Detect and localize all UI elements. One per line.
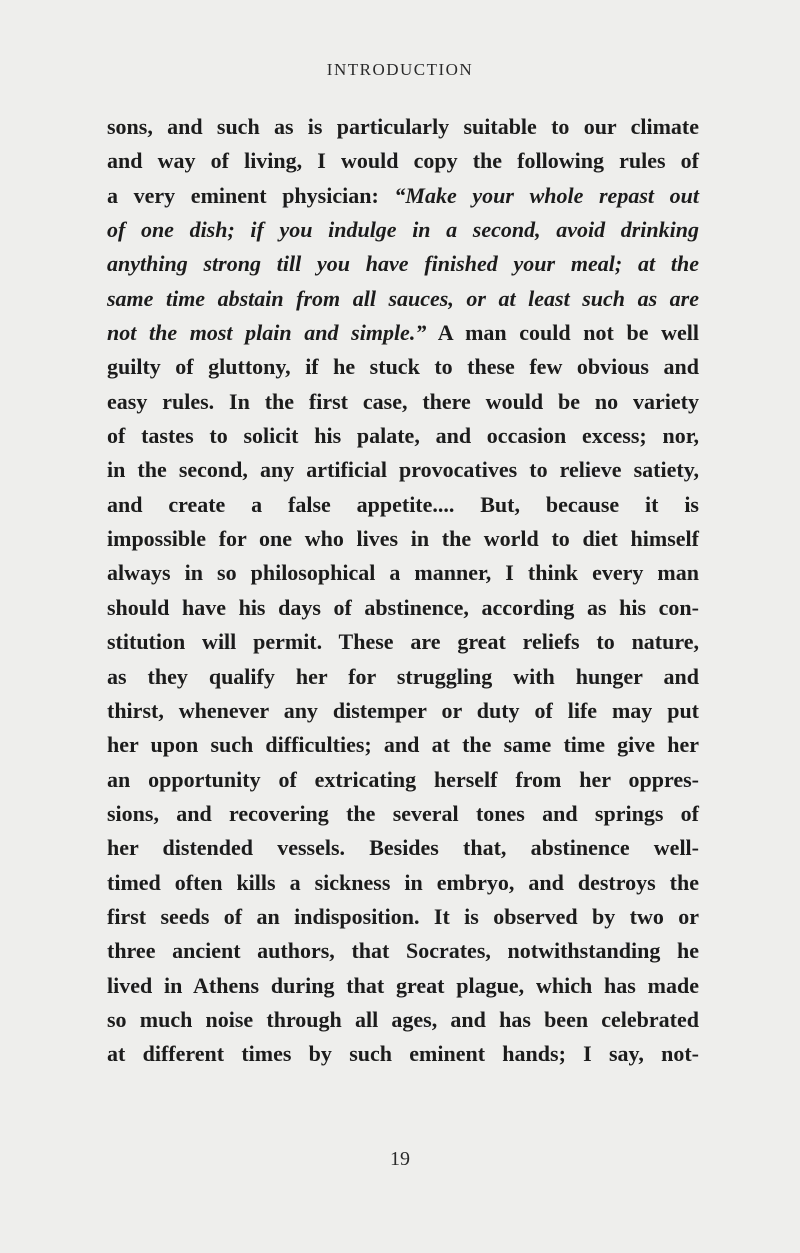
text-line: and create a false appetite.... But, because it is: [107, 491, 699, 517]
text-line: always in so philosophical a manner, I think every man: [107, 560, 699, 586]
text-line: as they qualify her for struggling with hunger and: [107, 663, 699, 689]
text-line: sions, and recovering the several tones and springs of: [107, 800, 699, 826]
text-line: same time abstain from all sauces, or at least such as are: [107, 285, 699, 311]
text-line: stitution will permit. These are great reliefs to nature,: [107, 629, 699, 655]
text-line: an opportunity of extricating herself from her oppres-: [107, 766, 699, 792]
text-line: impossible for one who lives in the world to diet himself: [107, 526, 699, 552]
body-text: [107, 110, 699, 1072]
text-line: her upon such difficulties; and at the same time give her: [107, 732, 699, 758]
text-line: anything strong till you have finished your meal; at the: [107, 251, 699, 277]
text-line: of one dish; if you indulge in a second, avoid drinking: [107, 217, 699, 243]
text-line: sons, and such as is particularly suitable to our climate: [107, 114, 699, 139]
text-line: three ancient authors, that Socrates, notwithstanding he: [107, 938, 699, 964]
text-line: should have his days of abstinence, according as his con-: [107, 594, 699, 620]
text-line: so much noise through all ages, and has been celebrated: [107, 1006, 699, 1032]
text-line: a very eminent physician: “Make your whole repast out: [107, 182, 699, 208]
text-line: not the most plain and simple.” A man could not be well: [107, 320, 699, 346]
text-line: easy rules. In the first case, there would be no variety: [107, 388, 699, 414]
text-line: and way of living, I would copy the following rules of: [107, 148, 699, 174]
running-head: INTRODUCTION: [326, 60, 474, 79]
page-number: 19: [390, 1148, 410, 1170]
text-line: at different times by such eminent hands; I say, not-: [107, 1041, 699, 1067]
text-line: timed often kills a sickness in embryo, and destroys the: [107, 869, 699, 895]
text-line: in the second, any artificial provocatives to relieve satiety,: [107, 457, 699, 483]
text-line: thirst, whenever any distemper or duty of life may put: [107, 697, 699, 723]
text-line: lived in Athens during that great plague, which has made: [107, 972, 699, 998]
text-line: her distended vessels. Besides that, abstinence well-: [107, 835, 699, 861]
text-line: first seeds of an indisposition. It is observed by two or: [107, 903, 699, 929]
text-line: of tastes to solicit his palate, and occasion excess; nor,: [107, 423, 699, 449]
text-line: guilty of gluttony, if he stuck to these few obvious and: [107, 354, 699, 380]
